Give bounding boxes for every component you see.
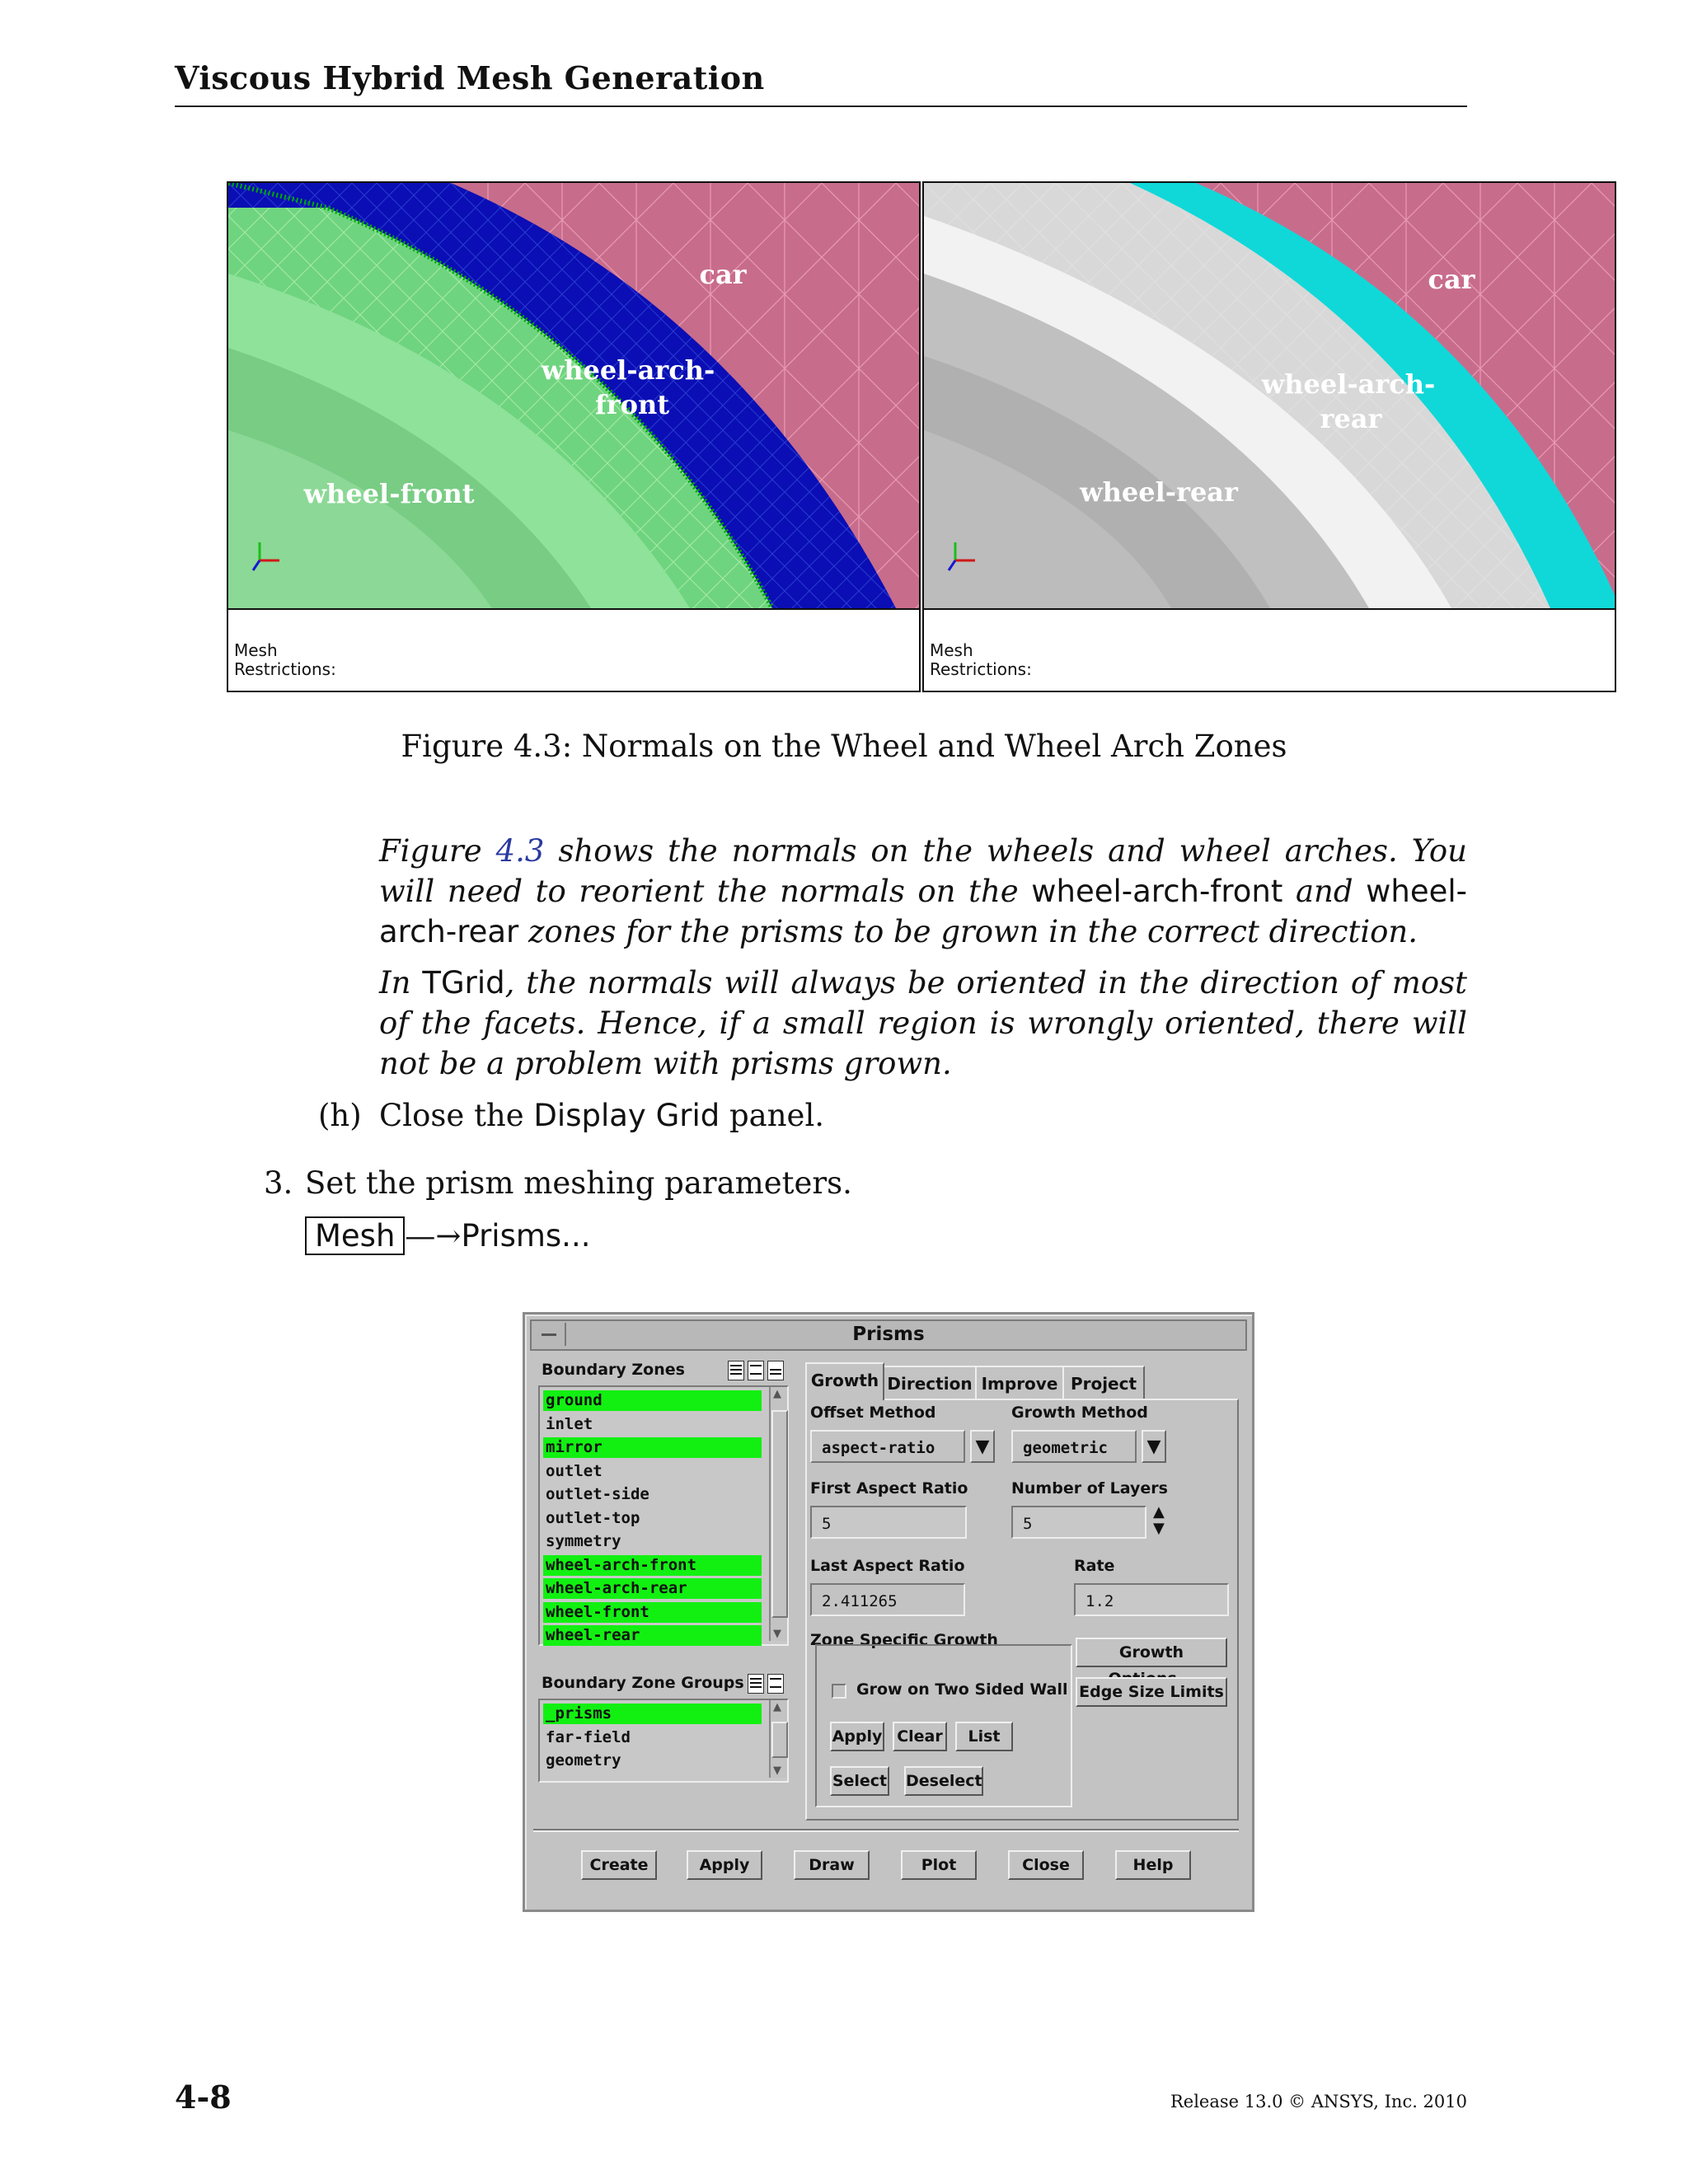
- zone-list-item[interactable]: wheel-arch-front: [543, 1555, 762, 1576]
- zone-label-wheel: wheel-rear: [1080, 476, 1238, 508]
- zone-groups-label: Boundary Zone Groups: [542, 1674, 744, 1692]
- zone-label-car: car: [1428, 264, 1475, 295]
- scroll-up-icon[interactable]: ▲: [773, 1701, 781, 1713]
- number-of-layers-label: Number of Layers: [1011, 1479, 1168, 1497]
- zone-list-item[interactable]: outlet-side: [546, 1485, 649, 1503]
- scrollbar[interactable]: [769, 1387, 787, 1641]
- group-list-item[interactable]: geometry: [546, 1751, 621, 1769]
- prisms-menu-item[interactable]: Prisms...: [461, 1218, 591, 1254]
- zone-list-item[interactable]: wheel-front: [543, 1602, 762, 1623]
- mesh-menu[interactable]: Mesh: [305, 1216, 405, 1255]
- figure-caption: Figure 4.3: Normals on the Wheel and Wheel Arch Zones: [401, 729, 1287, 764]
- invert-selection-icon[interactable]: [767, 1361, 784, 1380]
- zone-select-button[interactable]: Select: [830, 1766, 889, 1796]
- help-button[interactable]: Help: [1115, 1850, 1191, 1880]
- zone-list-item[interactable]: mirror: [543, 1437, 762, 1458]
- last-aspect-ratio-value: 2.411265: [810, 1583, 965, 1616]
- mesh-label: Mesh: [930, 640, 973, 660]
- draw-button[interactable]: Draw: [794, 1850, 870, 1880]
- tab-project[interactable]: Project: [1062, 1366, 1145, 1400]
- boundary-zones-label: Boundary Zones: [542, 1361, 685, 1379]
- zone-label-arch-1: wheel-arch-: [1261, 368, 1436, 400]
- zone-apply-button[interactable]: Apply: [830, 1722, 884, 1751]
- create-button[interactable]: Create: [581, 1850, 657, 1880]
- zone-label-arch-2: rear: [1320, 403, 1382, 434]
- zone-deselect-button[interactable]: Deselect: [904, 1766, 983, 1796]
- tab-direction[interactable]: Direction: [883, 1366, 977, 1400]
- zone-list-item[interactable]: outlet-top: [546, 1508, 640, 1527]
- scroll-up-icon[interactable]: ▲: [773, 1388, 781, 1400]
- figure-wheel-arch-rear: [922, 181, 1616, 692]
- tab-improve[interactable]: Improve: [975, 1366, 1064, 1400]
- zone-clear-button[interactable]: Clear: [893, 1722, 947, 1751]
- scroll-down-icon[interactable]: ▼: [773, 1765, 781, 1777]
- grow-two-sided-label: Grow on Two Sided Wall: [856, 1680, 1068, 1699]
- growth-method-select[interactable]: geometric: [1011, 1430, 1137, 1463]
- boundary-zones-list[interactable]: [538, 1385, 789, 1646]
- rate-label: Rate: [1074, 1557, 1115, 1575]
- offset-method-dropdown-icon[interactable]: ▼: [970, 1430, 995, 1463]
- zone-label-arch-2: front: [594, 389, 670, 420]
- tab-growth[interactable]: Growth: [805, 1362, 884, 1400]
- group-list-item[interactable]: far-field: [546, 1727, 631, 1746]
- growth-method-dropdown-icon[interactable]: ▼: [1142, 1430, 1166, 1463]
- prisms-dialog: [523, 1312, 1254, 1912]
- figure-wheel-arch-front: [227, 181, 921, 692]
- menu-path: Mesh —→Prisms...: [305, 1216, 590, 1255]
- zone-list-item[interactable]: inlet: [546, 1414, 593, 1433]
- select-all-groups-icon[interactable]: [748, 1674, 764, 1694]
- deselect-all-icon[interactable]: [748, 1361, 764, 1380]
- close-button[interactable]: Close: [1008, 1850, 1084, 1880]
- zone-list-item[interactable]: symmetry: [546, 1532, 621, 1550]
- restrictions-label: Restrictions:: [234, 659, 336, 679]
- figure-link[interactable]: 4.3: [495, 833, 545, 869]
- step-3-marker: 3.: [264, 1165, 293, 1201]
- zone-specific-growth-label: Zone Specific Growth: [810, 1631, 998, 1649]
- title-bar: [530, 1319, 1247, 1351]
- zone-label-wheel: wheel-front: [303, 478, 475, 509]
- mesh-label: Mesh: [234, 640, 278, 660]
- zone-groups-list[interactable]: [538, 1699, 789, 1783]
- offset-method-label: Offset Method: [810, 1404, 936, 1422]
- scroll-thumb[interactable]: [771, 1410, 788, 1618]
- growth-options-button[interactable]: Growth: [1076, 1638, 1227, 1667]
- first-aspect-ratio-input[interactable]: 5: [810, 1506, 967, 1539]
- rate-input[interactable]: 1.2: [1074, 1583, 1229, 1616]
- last-aspect-ratio-label: Last Aspect Ratio: [810, 1557, 965, 1575]
- zone-list-item[interactable]: outlet: [546, 1461, 603, 1480]
- paragraph-tgrid: In TGrid, the normals will always be oriented in the direction of most of the facets. Hence, if a small region is wrongly oriented, there will not be a problem with prisms grown.: [379, 965, 1467, 1081]
- release-footer: Release 13.0 © ANSYS, Inc. 2010: [1170, 2092, 1467, 2111]
- group-list-item[interactable]: _prisms: [543, 1704, 762, 1724]
- running-header: Viscous Hybrid Mesh Generation: [175, 59, 765, 96]
- mesh-render-rear: [924, 183, 1615, 608]
- plot-button[interactable]: Plot: [901, 1850, 977, 1880]
- select-all-icon[interactable]: [728, 1361, 744, 1380]
- scroll-down-icon[interactable]: ▼: [773, 1628, 781, 1640]
- zone-list-button[interactable]: List: [955, 1722, 1013, 1751]
- zone-list-item[interactable]: wheel-rear: [543, 1625, 762, 1646]
- number-of-layers-input[interactable]: 5: [1011, 1506, 1146, 1539]
- step-3-text: Set the prism meshing parameters.: [305, 1165, 852, 1201]
- step-h-marker: (h): [318, 1098, 362, 1133]
- dialog-title: Prisms: [852, 1324, 925, 1345]
- zone-list-item[interactable]: ground: [543, 1390, 762, 1411]
- grow-two-sided-checkbox[interactable]: [832, 1684, 846, 1699]
- edge-size-limits-button[interactable]: Edge Size Limits: [1076, 1677, 1227, 1707]
- header-rule: [175, 105, 1467, 107]
- step-h-text: Close the Display Grid panel.: [379, 1098, 825, 1133]
- layers-spin-icon[interactable]: ▲ ▼: [1153, 1503, 1165, 1537]
- zone-list-item[interactable]: wheel-arch-rear: [543, 1578, 762, 1599]
- zone-label-arch-1: wheel-arch-: [541, 354, 715, 386]
- scrollbar[interactable]: [769, 1700, 787, 1778]
- scroll-thumb[interactable]: [771, 1722, 788, 1758]
- page-number: 4-8: [175, 2079, 232, 2116]
- paragraph-normals: Figure 4.3 shows the normals on the wheels and wheel arches. You will need to reorient the normals on the wheel-arch-front and wheel-arch-rear zones for the prisms to be grown in the correct direction.: [379, 833, 1467, 949]
- restrictions-label: Restrictions:: [930, 659, 1032, 679]
- first-aspect-ratio-label: First Aspect Ratio: [810, 1479, 968, 1497]
- growth-method-label: Growth Method: [1011, 1404, 1148, 1422]
- button-separator: [533, 1829, 1239, 1832]
- zone-label-car: car: [699, 259, 747, 290]
- apply-button[interactable]: Apply: [687, 1850, 762, 1880]
- deselect-all-groups-icon[interactable]: [767, 1674, 784, 1694]
- mesh-render-front: [228, 183, 919, 608]
- offset-method-select[interactable]: aspect-ratio: [810, 1430, 965, 1463]
